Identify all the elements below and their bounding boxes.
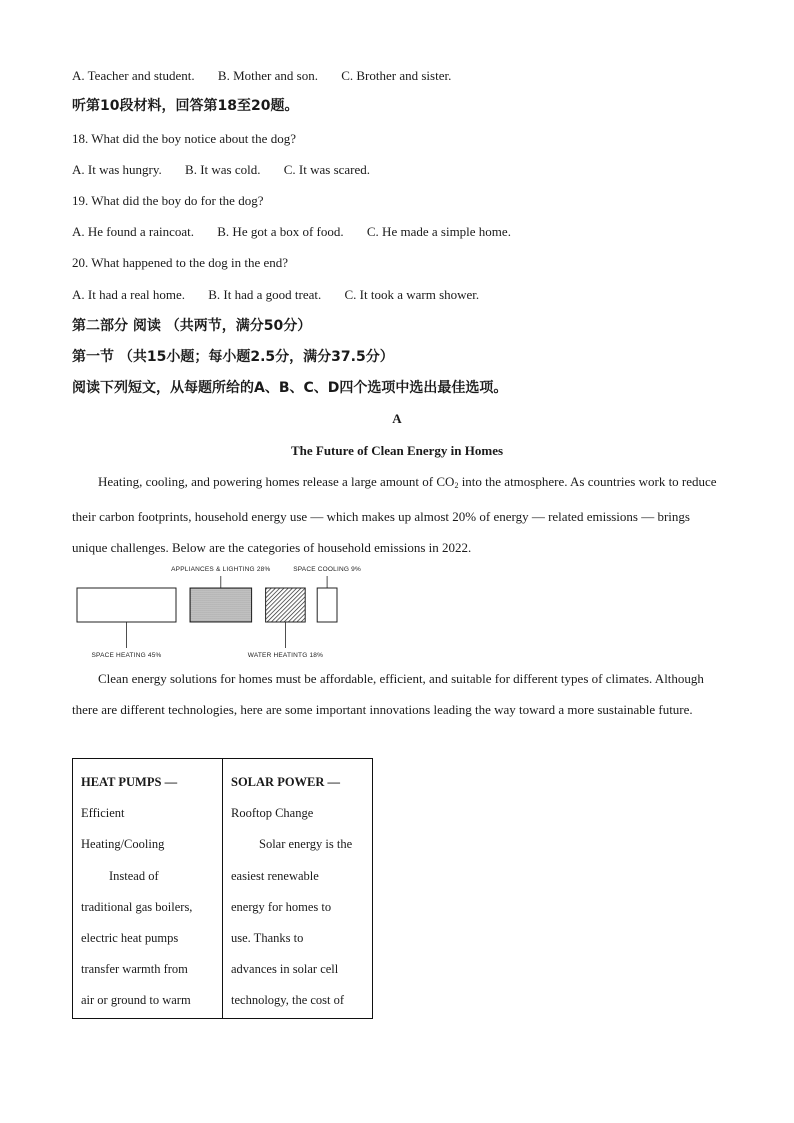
table-line: electric heat pumps: [81, 931, 179, 946]
table-line: easiest renewable: [231, 868, 319, 883]
household-emissions-chart: [72, 562, 362, 662]
table-line: air or ground to warm: [81, 993, 191, 1008]
part2-header: 第二部分 阅读 （共两节，满分50分）: [72, 318, 312, 334]
passage-letter: A: [392, 411, 402, 426]
heat-pumps-cell: [73, 759, 223, 1019]
passage-title: The Future of Clean Energy in Homes: [290, 443, 504, 458]
label-space-heating: SPACE HEATING 45%: [91, 652, 162, 659]
passage-paragraph-2: [72, 663, 722, 725]
table-line: Efficient: [81, 806, 125, 821]
q17-option-a: A. Teacher and student.: [72, 68, 195, 83]
q20-option-a: A. It had a real home.: [72, 287, 185, 302]
q19-option-b: B. He got a box of food.: [217, 224, 344, 239]
para1-subscript: 2: [454, 481, 459, 490]
passage-paragraph-1: [72, 466, 722, 563]
table-line: traditional gas boilers,: [81, 899, 193, 914]
table-line: Instead of: [109, 868, 159, 883]
reading-instructions: 阅读下列短文，从每题所给的A、B、C、D四个选项中选出最佳选项。: [72, 380, 508, 396]
q18-question: 18. What did the boy notice about the dog?: [72, 131, 296, 146]
label-appliances-lighting: APPLIANCES & LIGHTING 28%: [171, 566, 271, 573]
bar-space-heating: [77, 588, 176, 622]
q17-option-b: B. Mother and son.: [217, 68, 318, 83]
bar-appliances-lighting: [190, 588, 252, 622]
table-line: use. Thanks to: [231, 931, 304, 946]
q18-option-a: A. It was hungry.: [72, 162, 162, 177]
q18-option-c: C. It was scared.: [283, 162, 371, 177]
innovations-table: [72, 758, 373, 1019]
table-line: transfer warmth from: [81, 962, 188, 977]
q20-question: 20. What happened to the dog in the end?: [72, 255, 289, 270]
q20-option-c: C. It took a warm shower.: [344, 287, 480, 302]
q20-options: [72, 286, 499, 304]
q18-options: [72, 161, 390, 179]
table-line: energy for homes to: [231, 899, 332, 914]
bar-water-heatintg: [266, 588, 306, 622]
para1-text-b: into the atmosphere. As countries work to reduce their carbon footprints, household energy use — which makes up almost 20% of energy — related emissions — brings unique challenges. Below are the categories of household emissions in 2022.: [72, 474, 717, 555]
q17-options: [72, 67, 471, 85]
q18-option-b: B. It was cold.: [185, 162, 261, 177]
table-line: Rooftop Change: [231, 806, 314, 821]
section-header-10: 听第10段材料，回答第18至20题。: [72, 98, 299, 114]
label-water-heatintg: WATER HEATINTG 18%: [247, 652, 324, 659]
q19-question: 19. What did the boy do for the dog?: [72, 193, 264, 208]
table-line: advances in solar cell: [231, 962, 339, 977]
heat-pumps-heading: HEAT PUMPS —: [81, 775, 178, 789]
q17-option-c: C. Brother and sister.: [341, 68, 452, 83]
q19-option-c: C. He made a simple home.: [366, 224, 511, 239]
q19-options: [72, 223, 531, 241]
para1-text-a: Heating, cooling, and powering homes release a large amount of CO: [98, 474, 455, 489]
bar-space-cooling: [317, 588, 337, 622]
table-line: technology, the cost of: [231, 993, 345, 1008]
solar-power-cell: [223, 759, 373, 1019]
q19-option-a: A. He found a raincoat.: [72, 224, 195, 239]
section1-header: 第一节 （共15小题；每小题2.5分，满分37.5分）: [72, 349, 394, 365]
table-line: Heating/Cooling: [81, 837, 165, 852]
q20-option-b: B. It had a good treat.: [208, 287, 322, 302]
label-space-cooling: SPACE COOLING 9%: [293, 566, 361, 573]
table-line: Solar energy is the: [259, 837, 353, 852]
solar-power-heading: SOLAR POWER —: [231, 775, 341, 789]
para2-text: Clean energy solutions for homes must be affordable, efficient, and suitable for different types of climates. Although there are different technologies, here are some important innovations leading the way toward a more sustainable future.: [72, 671, 704, 717]
